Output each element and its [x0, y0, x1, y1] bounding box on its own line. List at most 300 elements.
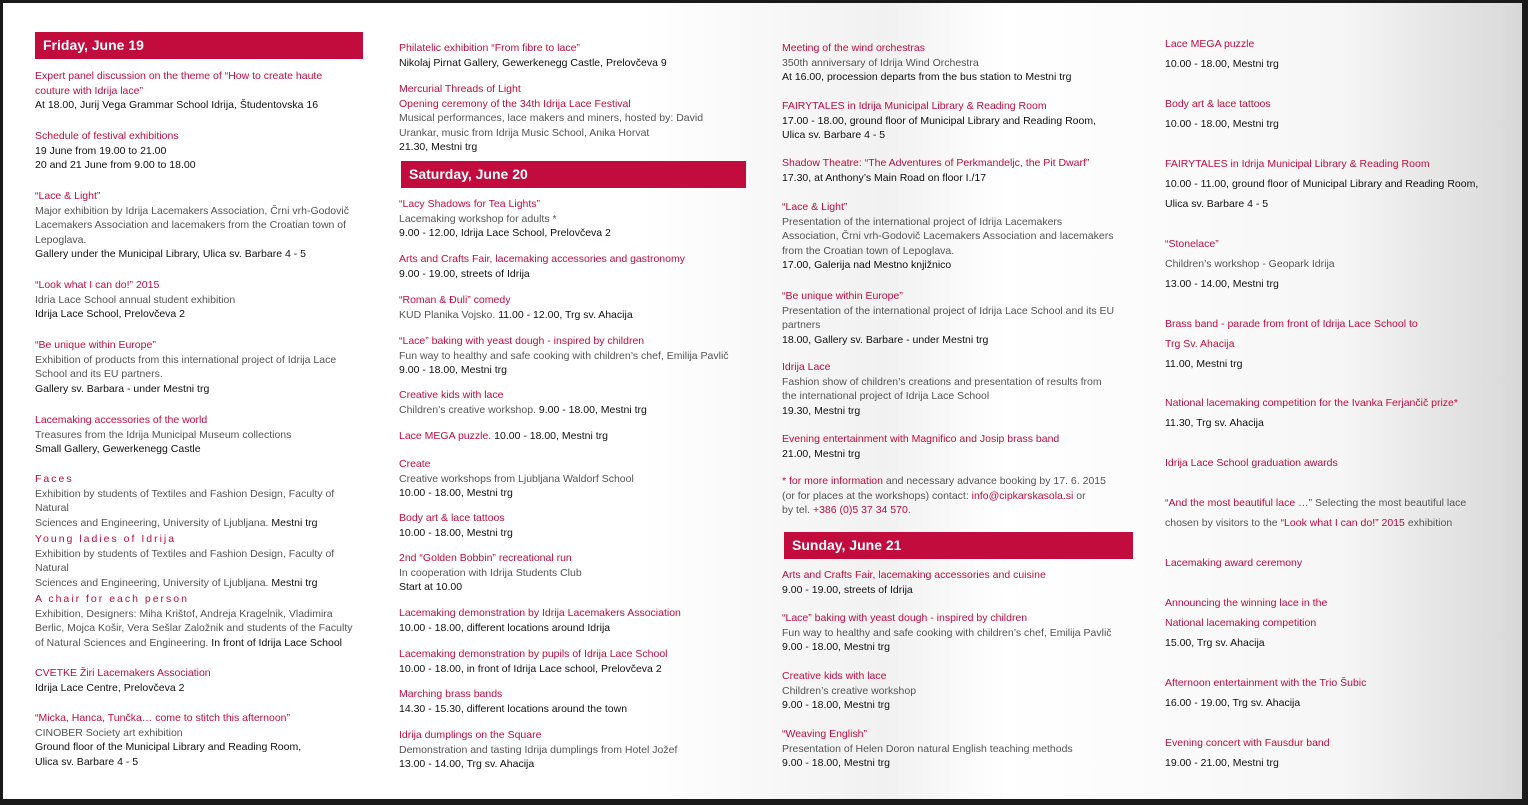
event-time-location	[399, 140, 749, 155]
event-title-text: Marching brass bands	[399, 688, 503, 700]
event-detail-text: 10.00 - 18.00, different locations around Idrija	[399, 621, 611, 634]
event-title-description: Selecting the most beautiful lace	[1312, 497, 1467, 509]
event-time-location	[1165, 693, 1505, 713]
event-description	[35, 576, 365, 591]
event-detail-text: Fashion show of children’s creations and presentation of results from	[782, 375, 1102, 388]
event-title-text: FAIRYTALES in Idrija Municipal Library & Reading Room	[782, 100, 1047, 112]
event-detail-text: 9.00 - 12.00, Idrija Lace School, Prelovčeva 2	[399, 227, 611, 239]
event-detail-text: Fun way to healthy and safe cooking with children’s chef, Emilija Pavlič	[399, 349, 729, 362]
event-description	[35, 233, 365, 248]
event-detail-text: Sciences and Engineering, University of Ljubljana.	[35, 576, 269, 589]
event-title-text: “Be unique within Europe”	[35, 339, 156, 351]
event-saturday-10	[399, 647, 749, 676]
event-time-location	[782, 698, 1137, 713]
event-title-text: Evening concert with Fausdur band	[1165, 737, 1330, 749]
event-friday-5	[35, 413, 365, 457]
event-detail-text: 11.30, Trg sv. Ahacija	[1165, 417, 1264, 429]
event-time-location	[35, 740, 365, 755]
event-title	[35, 278, 365, 293]
event-saturday-0	[399, 197, 749, 241]
event-col4-0	[1165, 34, 1505, 74]
event-title	[1165, 334, 1505, 354]
event-friday-9	[35, 666, 365, 695]
event-title	[782, 41, 1137, 56]
note-text: and necessary advance booking by 17. 6. 2015	[882, 475, 1106, 487]
event-title-text: Opening ceremony of the 34th Idrija Lace Festival	[399, 97, 631, 110]
note-tel-label: by tel.	[782, 504, 813, 516]
event-title-text: Brass band - parade from front of Idrija Lace School to	[1165, 318, 1418, 330]
event-time-location	[782, 114, 1137, 129]
event-detail-suffix: exhibition	[1404, 517, 1453, 529]
event-title	[1165, 34, 1505, 54]
event-title-text: Trg Sv. Ahacija	[1165, 338, 1235, 350]
event-detail-text: 17.00 - 18.00, ground floor of Municipal Library and Reading Room,	[782, 114, 1097, 127]
event-title-text: Creative kids with lace	[782, 670, 887, 682]
event-description	[782, 318, 1137, 333]
event-title	[399, 429, 749, 444]
event-detail-text: Idrija Lace School, Prelovčeva 2	[35, 308, 185, 320]
event-title	[35, 338, 365, 353]
event-detail-text: Berlic, Mojca Košir, Vera Sešlar Založnik and students of the Faculty	[35, 622, 353, 634]
event-description	[35, 353, 365, 368]
event-col4-6	[1165, 453, 1505, 473]
event-title	[1165, 393, 1505, 413]
event-detail-text: 19 June from 19.00 to 21.00	[35, 144, 167, 157]
event-title	[782, 568, 1137, 583]
event-detail-text: 350th anniversary of Idrija Wind Orchestra	[782, 56, 979, 69]
event-detail-text: Fun way to healthy and safe cooking with children’s chef, Emilija Pavlič	[782, 626, 1112, 639]
event-time-location	[399, 757, 749, 772]
event-title-text: “Stonelace”	[1165, 238, 1219, 250]
event-detail-text: Presentation of the international project of Idrija Lacemakers	[782, 215, 1063, 228]
event-detail-text: 10.00 - 18.00, Mestni trg	[1165, 58, 1279, 70]
event-description	[35, 547, 365, 576]
event-description	[35, 428, 365, 443]
event-detail-text: Small Gallery, Gewerkenegg Castle	[35, 443, 201, 455]
event-title-text: “Look what I can do!” 2015	[35, 279, 160, 291]
event-description	[35, 636, 365, 651]
event-friday-4	[35, 338, 365, 396]
event-title	[35, 84, 365, 99]
event-detail-text: Gallery under the Municipal Library, Ulica sv. Barbare 4 - 5	[35, 248, 306, 260]
event-detail-text: Presentation of Helen Doron natural English teaching methods	[782, 742, 1073, 755]
event-title-text: “Lace & Light”	[782, 201, 848, 213]
event-title	[399, 41, 749, 56]
event-title-text: Expert panel discussion on the theme of “How to create haute	[35, 70, 323, 82]
event-detail-text: Exhibition, Designers: Miha Krištof, Andreja Kragelnik, Vladimira	[35, 607, 333, 620]
note-contact-label: (or for places at the workshops) contact:	[782, 489, 972, 502]
event-detail-text: Urankar, music from Idrija Music School, Anika Horvat	[399, 126, 650, 139]
event-friday-2	[35, 189, 365, 262]
note-or: or	[1073, 489, 1086, 502]
event-detail-text: 17.00, Galerija nad Mestno knjižnico	[782, 259, 952, 271]
event-time-location	[399, 486, 749, 501]
event-detail-text: At 16.00, procession departs from the bus station to Mestni trg	[782, 71, 1072, 83]
event-title-text: Schedule of festival exhibitions	[35, 130, 179, 142]
event-title	[399, 293, 749, 308]
event-title-text: Lacemaking demonstration by pupils of Idrija Lace School	[399, 648, 668, 660]
event-title	[1165, 673, 1505, 693]
event-detail-text: 18.00, Gallery sv. Barbare - under Mestni trg	[782, 333, 989, 346]
event-time-location	[782, 128, 1137, 143]
event-friday-3	[35, 278, 365, 322]
event-detail-text: Demonstration and tasting Idrija dumplings from Hotel Jožef	[399, 743, 678, 756]
event-title	[35, 666, 365, 681]
event-title-text: Philatelic exhibition “From fibre to lace”	[399, 42, 580, 54]
event-detail-text: 13.00 - 14.00, Trg sv. Ahacija	[399, 758, 535, 770]
event-detail-text: Start at 10.00	[399, 581, 463, 593]
event-saturday-5	[399, 429, 749, 444]
event-detail-text: 19.30, Mestni trg	[782, 404, 861, 417]
event-title-text: Lacemaking accessories of the world	[35, 414, 208, 426]
event-title	[399, 687, 749, 702]
event-detail-text: Major exhibition by Idrija Lacemakers Association, Črni vrh-Godovič	[35, 204, 349, 217]
event-detail-text: 10.00 - 18.00, in front of Idrija Lace school, Prelovčeva 2	[399, 662, 662, 675]
event-title	[35, 592, 365, 607]
event-detail-text: At 18.00, Jurij Vega Grammar School Idrija, Študentovska 16	[35, 99, 319, 111]
event-title-text: Afternoon entertainment with the Trio Šubic	[1165, 677, 1367, 689]
event-title-text: Meeting of the wind orchestras	[782, 42, 925, 54]
event-friday-0	[35, 69, 365, 113]
event-detail-text: Exhibition by students of Textiles and Fashion Design, Faculty of Natural	[35, 487, 335, 514]
event-title	[35, 532, 365, 547]
event-saturday-7	[399, 511, 749, 540]
event-time-location	[782, 640, 1137, 655]
event-title	[35, 189, 365, 204]
event-title-text: Arts and Crafts Fair, lacemaking accessories and gastronomy	[399, 253, 685, 265]
event-title-text: Idrija Lace School graduation awards	[1165, 457, 1338, 469]
event-sunday-2	[782, 669, 1137, 713]
email-link[interactable]: info@cipkarskasola.si	[971, 489, 1074, 502]
event-detail-text: Idria Lace School annual student exhibition	[35, 293, 236, 306]
event-detail-text: 14.30 - 15.30, different locations around the town	[399, 702, 628, 715]
event-col2-1	[399, 82, 749, 155]
event-detail-text: 10.00 - 11.00, ground floor of Municipal Library and Reading Room,	[1165, 178, 1479, 190]
event-detail-text: the international project of Idrija Lace School	[782, 390, 990, 402]
event-title	[399, 457, 749, 472]
event-title	[399, 82, 749, 97]
event-title	[782, 360, 1137, 375]
event-detail-text: Lacemaking workshop for adults *	[399, 212, 557, 225]
event-description	[782, 684, 1137, 699]
event-detail-text: 15.00, Trg sv. Ahacija	[1165, 637, 1265, 649]
event-sunday-3	[782, 727, 1137, 771]
event-saturday-3	[399, 334, 749, 378]
event-title-text: National lacemaking competition for the Ivanka Ferjančič prize*	[1165, 397, 1458, 409]
event-saturday-11	[399, 687, 749, 716]
event-title	[399, 551, 749, 566]
event-description	[399, 743, 749, 758]
event-title-text: “Lace” baking with yeast dough - inspired by children	[399, 335, 645, 347]
event-detail-text: from the Croatian town of Lepoglava.	[782, 244, 955, 257]
event-title	[399, 606, 749, 621]
event-detail-location: 9.00 - 18.00, Mestni trg	[535, 403, 647, 416]
event-detail-text: Children’s workshop - Geopark Idrija	[1165, 258, 1335, 270]
event-detail-text: 17.30, at Anthony’s Main Road on floor I./17	[782, 171, 987, 184]
event-detail-text: Creative workshops from Ljubljana Waldorf School	[399, 472, 634, 485]
event-title	[1165, 154, 1505, 174]
event-detail-text: 11.00, Mestni trg	[1165, 358, 1243, 370]
event-time-location	[1165, 274, 1505, 294]
event-title-text: “Lacy Shadows for Tea Lights”	[399, 198, 541, 210]
event-title	[782, 99, 1137, 114]
event-description	[782, 304, 1137, 319]
event-col4-8	[1165, 553, 1505, 573]
event-time-location	[1165, 753, 1505, 773]
day-header-saturday: Saturday, June 20	[401, 161, 746, 188]
event-title-text: Arts and Crafts Fair, lacemaking accessories and cuisine	[782, 569, 1046, 581]
event-title	[399, 197, 749, 212]
event-title	[399, 511, 749, 526]
event-description	[399, 403, 749, 418]
event-title	[1165, 593, 1505, 613]
event-description	[35, 607, 365, 622]
event-time-location	[782, 583, 1137, 598]
event-title-text: CVETKE Žiri Lacemakers Association	[35, 667, 211, 679]
event-time-location	[399, 267, 749, 282]
event-friday-7	[35, 532, 365, 590]
event-time-location	[35, 681, 365, 696]
event-description	[782, 389, 1137, 404]
event-friday-10	[35, 711, 365, 769]
event-saturday-6	[399, 457, 749, 501]
event-title	[782, 611, 1137, 626]
event-title-text: “Lace” baking with yeast dough - inspired by children	[782, 612, 1028, 624]
event-title-text: Evening entertainment with Magnifico and Josip brass band	[782, 433, 1060, 445]
event-time-location	[1165, 633, 1505, 653]
event-description	[782, 56, 1137, 71]
event-col4-5	[1165, 393, 1505, 433]
event-title-text: Lacemaking demonstration by Idrija Lacemakers Association	[399, 607, 681, 619]
event-title	[35, 129, 365, 144]
event-title	[1165, 94, 1505, 114]
event-time-location	[1165, 194, 1505, 214]
event-description	[35, 367, 365, 382]
event-time-location	[35, 307, 365, 322]
event-col3-1	[782, 99, 1137, 143]
event-title-text: Announcing the winning lace in the	[1165, 597, 1328, 609]
event-saturday-4	[399, 388, 749, 417]
event-col4-7	[1165, 493, 1505, 533]
event-detail-text: Lepoglava.	[35, 233, 87, 246]
event-title	[782, 289, 1137, 304]
event-description	[782, 244, 1137, 259]
event-title	[35, 69, 365, 84]
event-detail-text: 20 and 21 June from 9.00 to 18.00	[35, 159, 196, 171]
event-time-location	[399, 662, 749, 677]
event-detail-text: Presentation of the international project of Idrija Lace School and its EU	[782, 304, 1115, 317]
event-title-text: Lace MEGA puzzle.	[399, 430, 492, 442]
event-saturday-12	[399, 728, 749, 772]
event-detail-location: Mestni trg	[268, 516, 318, 529]
event-time-location	[35, 755, 365, 770]
event-title	[35, 472, 365, 487]
event-detail-text: Exhibition by students of Textiles and Fashion Design, Faculty of Natural	[35, 547, 335, 574]
event-title	[1165, 493, 1505, 513]
event-detail-text: 10.00 - 18.00, Mestni trg	[399, 526, 513, 539]
event-detail-text: 9.00 - 19.00, streets of Idrija	[782, 583, 913, 596]
event-description	[399, 212, 749, 227]
event-title-text: Create	[399, 458, 431, 470]
event-col4-9	[1165, 593, 1505, 653]
event-time-location	[35, 247, 365, 262]
event-sunday-1	[782, 611, 1137, 655]
event-title-text: Young ladies of Idrija	[35, 533, 177, 545]
event-description	[782, 215, 1137, 230]
event-description	[35, 218, 365, 233]
event-title	[782, 156, 1137, 171]
event-time-location	[1165, 54, 1505, 74]
event-detail-text: Treasures from the Idrija Municipal Museum collections	[35, 428, 292, 441]
event-detail-text: Musical performances, lace makers and miners, hosted by: David	[399, 112, 704, 124]
event-detail-text: Ulica sv. Barbare 4 - 5	[35, 755, 139, 768]
event-time-location	[782, 756, 1137, 771]
event-title-text: Idrija Lace	[782, 361, 831, 373]
event-detail-text: Ulica sv. Barbare 4 - 5	[782, 129, 886, 141]
event-description	[35, 621, 365, 636]
event-time-location	[1165, 174, 1505, 194]
event-saturday-8	[399, 551, 749, 595]
event-detail-text: Gallery sv. Barbara - under Mestni trg	[35, 382, 210, 395]
event-detail-text: 9.00 - 19.00, streets of Idrija	[399, 267, 530, 280]
event-time-location	[35, 98, 365, 113]
event-time-location	[782, 447, 1137, 462]
event-detail-text: Idrija Lace Centre, Prelovčeva 2	[35, 681, 185, 694]
event-time-location	[1165, 354, 1505, 374]
event-title	[399, 728, 749, 743]
event-title-text: “Be unique within Europe”	[782, 290, 903, 302]
event-detail-text: 10.00 - 18.00, Mestni trg	[399, 487, 513, 499]
event-detail-highlight: “Look what I can do!” 2015	[1280, 517, 1405, 529]
event-title	[35, 711, 365, 726]
event-detail-text: School and its EU partners.	[35, 368, 163, 380]
event-description	[35, 293, 365, 308]
event-detail-text: 9.00 - 18.00, Mestni trg	[399, 364, 507, 376]
event-time-location	[1165, 413, 1505, 433]
event-detail-text: Exhibition of products from this international project of Idrija Lace	[35, 353, 337, 366]
event-description	[35, 516, 365, 531]
event-title	[782, 432, 1137, 447]
event-detail-text: Children’s creative workshop	[782, 684, 917, 697]
event-description	[782, 229, 1137, 244]
event-detail-location: Mestni trg	[268, 576, 318, 589]
event-detail-text: Sciences and Engineering, University of Ljubljana.	[35, 516, 269, 529]
event-title	[399, 647, 749, 662]
event-description	[782, 626, 1137, 641]
event-detail-text: In cooperation with Idrija Students Club	[399, 566, 582, 579]
event-time-location	[782, 404, 1137, 419]
event-col3-4	[782, 289, 1137, 347]
event-title	[1165, 553, 1505, 573]
event-detail-text: Lacemakers Association and lacemakers from the Croatian town of	[35, 219, 347, 231]
event-time-location	[35, 144, 365, 159]
event-description	[1165, 254, 1505, 274]
event-time-location	[399, 526, 749, 541]
event-time-location	[35, 382, 365, 397]
event-description	[782, 375, 1137, 390]
event-time-location	[1165, 114, 1505, 134]
event-title-text: Lacemaking award ceremony	[1165, 557, 1303, 569]
event-saturday-2	[399, 293, 749, 322]
event-friday-6	[35, 472, 365, 530]
event-description	[782, 742, 1137, 757]
event-detail-text: of Natural Sciences and Engineering.	[35, 636, 209, 649]
event-detail-text: 13.00 - 14.00, Mestni trg	[1165, 278, 1279, 290]
event-detail-text: chosen by visitors to the	[1165, 517, 1281, 529]
event-title	[1165, 613, 1505, 633]
event-detail-text: Nikolaj Pirnat Gallery, Gewerkenegg Castle, Prelovčeva 9	[399, 56, 667, 69]
event-detail-text: 19.00 - 21.00, Mestni trg	[1165, 757, 1279, 769]
event-time-location	[782, 70, 1137, 85]
event-description	[35, 204, 365, 219]
day-header-sunday: Sunday, June 21	[784, 532, 1133, 559]
event-detail-text: 9.00 - 18.00, Mestni trg	[782, 757, 890, 769]
event-title-text: “Roman & Đuli” comedy	[399, 294, 511, 306]
event-detail-text: 9.00 - 18.00, Mestni trg	[782, 699, 890, 711]
event-title	[1165, 314, 1505, 334]
event-title	[399, 97, 749, 112]
event-friday-8	[35, 592, 365, 650]
event-description	[1165, 513, 1505, 533]
event-time-location	[782, 258, 1137, 273]
event-title	[399, 334, 749, 349]
note-period: .	[907, 504, 911, 516]
phone-link[interactable]: +386 (0)5 37 34 570	[812, 504, 908, 516]
event-title-text: Lace MEGA puzzle	[1165, 38, 1255, 50]
event-title-text: Creative kids with lace	[399, 389, 504, 401]
event-sunday-0	[782, 568, 1137, 597]
event-title-text: couture with Idrija lace”	[35, 84, 143, 97]
event-title-text: “And the most beautiful lace …”	[1165, 497, 1313, 509]
event-detail-text: 21.30, Mestni trg	[399, 141, 478, 153]
event-col4-2	[1165, 154, 1505, 214]
event-detail-text: partners	[782, 319, 821, 331]
event-col2-0	[399, 41, 749, 70]
event-description	[399, 308, 749, 323]
event-title-text: Body art & lace tattoos	[399, 512, 505, 524]
event-detail-text: Association, Črni vrh-Godovič Lacemakers Association and lacemakers	[782, 230, 1114, 242]
event-time-location	[782, 171, 1137, 186]
event-col3-2	[782, 156, 1137, 185]
event-title-text: FAIRYTALES in Idrija Municipal Library & Reading Room	[1165, 158, 1430, 170]
event-title-text: Faces	[35, 473, 74, 485]
event-title-text: Shadow Theatre: “The Adventures of Perkmandeljc, the Pit Dwarf”	[782, 157, 1090, 169]
event-col3-3	[782, 200, 1137, 273]
event-saturday-1	[399, 252, 749, 281]
event-description	[35, 487, 365, 516]
event-description	[399, 472, 749, 487]
event-detail-location: In front of Idrija Lace School	[208, 636, 343, 649]
event-detail-text: 16.00 - 19.00, Trg sv. Ahacija	[1165, 697, 1301, 709]
event-title	[1165, 733, 1505, 753]
event-col4-10	[1165, 673, 1505, 713]
event-time-location	[782, 333, 1137, 348]
event-title-text: 2nd “Golden Bobbin” recreational run	[399, 552, 572, 564]
event-title	[782, 200, 1137, 215]
event-title	[399, 252, 749, 267]
event-title	[782, 669, 1137, 684]
event-col3-0	[782, 41, 1137, 85]
event-description	[399, 111, 749, 126]
event-time-location	[35, 442, 365, 457]
event-time-location	[399, 363, 749, 378]
event-title-text: Mercurial Threads of Light	[399, 83, 521, 95]
event-time-location	[399, 702, 749, 717]
event-time-location	[399, 621, 749, 636]
event-saturday-9	[399, 606, 749, 635]
event-col4-4	[1165, 314, 1505, 374]
event-detail-location: 11.00 - 12.00, Trg sv. Ahacija	[495, 308, 633, 321]
